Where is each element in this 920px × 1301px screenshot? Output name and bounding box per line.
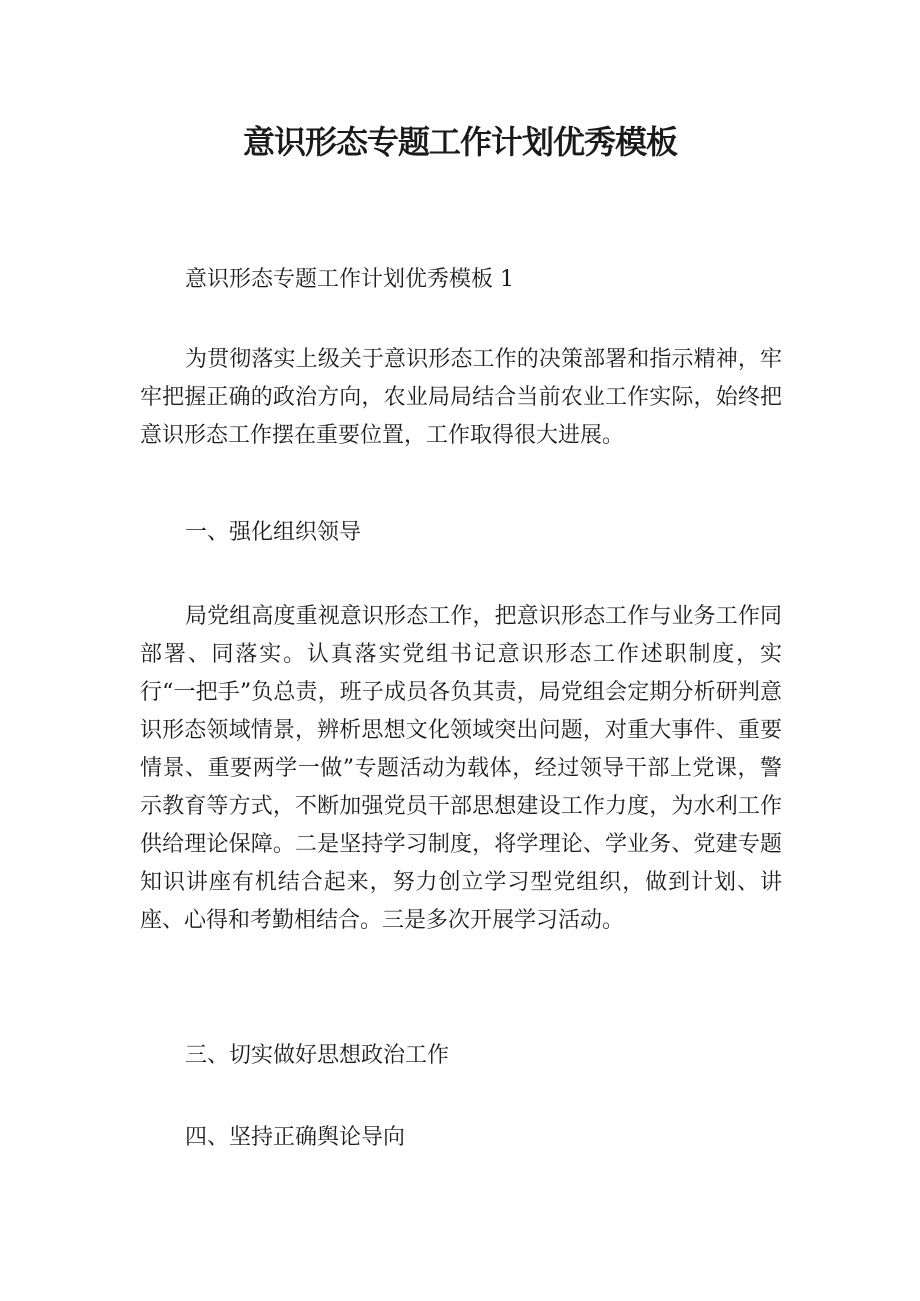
document-subtitle: 意识形态专题工作计划优秀模板 1 [185,267,514,292]
document-title: 意识形态专题工作计划优秀模板 [242,123,677,161]
section-1-paragraph: 局党组高度重视意识形态工作，把意识形态工作与业务工作同部署、同落实。认真落实党组书记意识形态工作述职制度，实行“一把手”负总责，班子成员各负其责，局党组会定期分析研判意识形态领域情景，辨析思想文化领域突出问题，对重大事件、重要情景、重要两学一做”专题活动为载体，经过领导干部上党课，警示教育等方式，不断加强党员干部思想建设工作力度，为水利工作供给理论保障。二是坚持学习制度，将学理论、学业务、党建专题知识讲座有机结合起来，努力创立学习型党组织，做到计划、讲座、心得和考勤相结合。三是多次开展学习活动。 [140,604,782,933]
section-4-heading: 四、坚持正确舆论导向 [185,1125,406,1150]
section-3-heading: 三、切实做好思想政治工作 [185,1043,450,1068]
section-1-heading: 一、强化组织领导 [185,520,362,545]
intro-paragraph: 为贯彻落实上级关于意识形态工作的决策部署和指示精神，牢牢把握正确的政治方向，农业局局结合当前农业工作实际，始终把意识形态工作摆在重要位置，工作取得很大进展。 [140,347,782,448]
